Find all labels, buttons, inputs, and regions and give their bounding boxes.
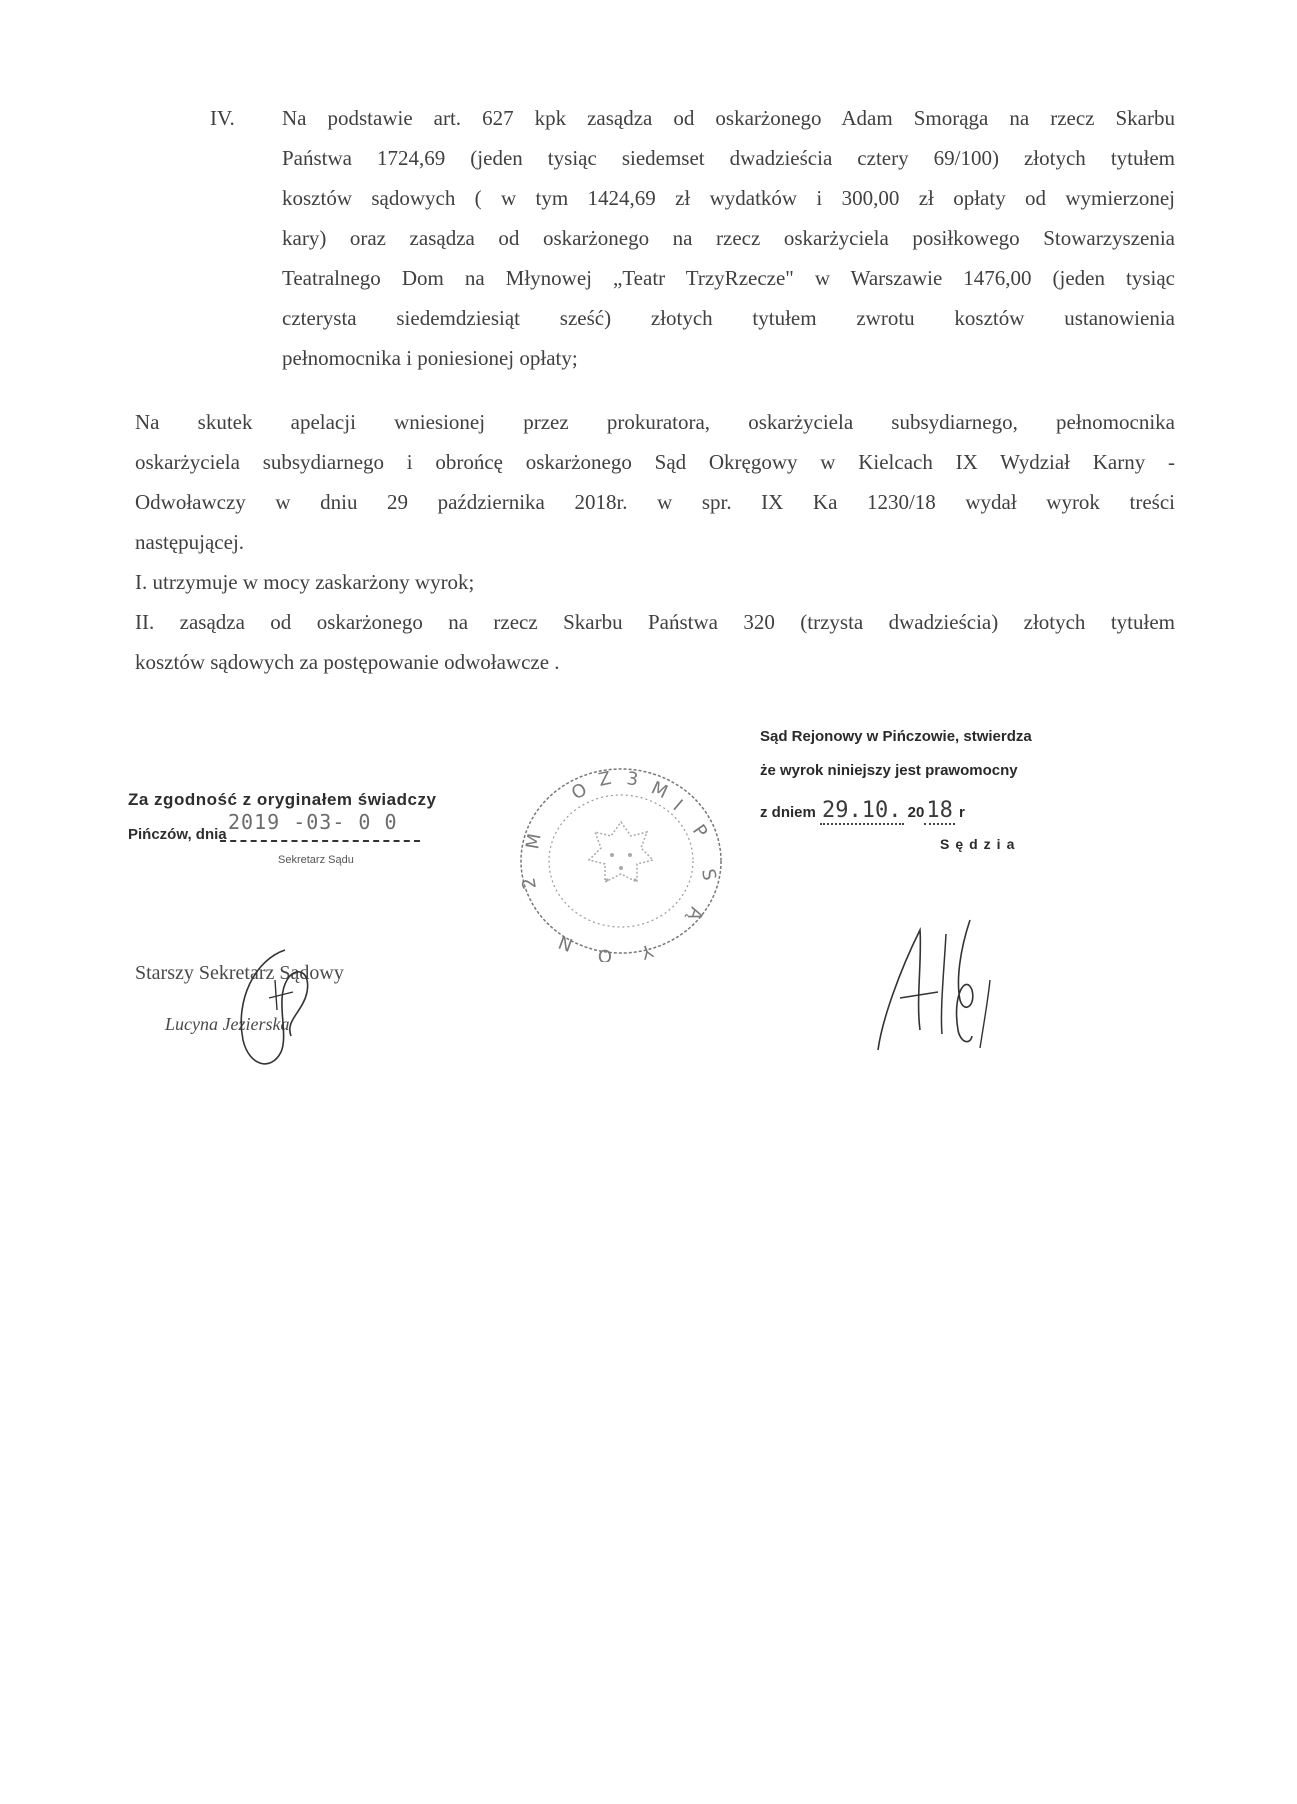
certification-stamp-date-line: [128, 810, 458, 866]
appeal-line: Odwoławczy w dniu 29 października 2018r. w spr. IX Ka 1230/18 wydał wyrok treści: [135, 490, 1175, 514]
svg-text:N: N: [555, 930, 576, 956]
finality-stamp-day-month: 29.10.: [822, 798, 902, 823]
section-iv-line: Na podstawie art. 627 kpk zasądza od oskarżonego Adam Smorąga na rzecz Skarbu: [282, 106, 1175, 130]
judge-signature: [860, 910, 1020, 1065]
finality-stamp-line3-pre: z dniem: [760, 804, 816, 821]
secretary-signature-icon: [215, 940, 325, 1080]
court-seal-icon: [512, 760, 730, 962]
svg-text:O: O: [597, 945, 612, 962]
secretary-name: Lucyna Jezierska: [165, 1014, 290, 1034]
section-iv-line: pełnomocnika i poniesionej opłaty;: [282, 346, 578, 370]
appeal-line: następującej.: [135, 530, 245, 554]
svg-text:Z: Z: [596, 767, 614, 791]
section-iv-line: kary) oraz zasądza od oskarżonego na rzecz oskarżyciela posiłkowego Stowarzyszenia: [282, 226, 1175, 250]
appeal-line: I. utrzymuje w mocy zaskarżony wyrok;: [135, 570, 475, 594]
finality-stamp-line2-pre: że wyrok: [760, 762, 824, 779]
finality-stamp-year: 18: [926, 798, 953, 823]
svg-text:S: S: [697, 867, 720, 883]
secretary-title: Starszy Sekretarz Sądowy: [135, 962, 344, 984]
section-iv-line: Państwa 1724,69 (jeden tysiąc siedemset dwadzieścia cztery 69/100) złotych tytułem: [282, 146, 1175, 170]
finality-stamp-judge-label: Sędzia: [940, 836, 1021, 852]
svg-text:Ą: Ą: [683, 904, 708, 924]
finality-stamp-line2: [760, 762, 1018, 779]
finality-stamp-line2-post: jest prawomocny: [895, 762, 1018, 779]
finality-stamp-year-prefix: 20: [907, 804, 925, 821]
section-iv-line: Teatralnego Dom na Młynowej „Teatr TrzyRzecze" w Warszawie 1476,00 (jeden tysiąc: [282, 266, 1175, 290]
section-iv-text: [282, 98, 1175, 378]
certification-stamp-place: Pińczów, dnia: [128, 826, 227, 843]
certification-stamp-heading: Za zgodność z oryginałem świadczy: [128, 790, 437, 809]
svg-text:M: M: [522, 831, 546, 851]
section-iv-number: IV.: [210, 106, 235, 130]
finality-stamp-line3-post: r: [959, 804, 965, 821]
svg-text:I: I: [668, 795, 687, 816]
section-iv-line: kosztów sądowych ( w tym 1424,69 zł wydatków i 300,00 zł opłaty od wymierzonej: [282, 186, 1175, 210]
appeal-line: oskarżyciela subsydiarnego i obrońcę oskarżonego Sąd Okręgowy w Kielcach IX Wydział Karny -: [135, 450, 1175, 474]
svg-text:P: P: [687, 820, 712, 842]
svg-text:M: M: [647, 777, 671, 804]
appeal-paragraph: [135, 402, 1175, 682]
appeal-line: Na skutek apelacji wniesionej przez prokuratora, oskarżyciela subsydiarnego, pełnomocnika: [135, 410, 1175, 434]
certification-stamp-underline: [220, 840, 420, 842]
svg-text:Y: Y: [637, 939, 656, 962]
finality-stamp-line2-handwritten: niniejszy: [827, 762, 891, 779]
section-iv-line: czterysta siedemdziesiąt sześć) złotych tytułem zwrotu kosztów ustanowienia: [282, 306, 1175, 330]
certification-stamp-date: 2019 -03- 0 0: [228, 810, 398, 834]
svg-text:O: O: [568, 779, 591, 805]
judge-signature-icon: [860, 910, 1020, 1060]
appeal-line: II. zasądza od oskarżonego na rzecz Skarbu Państwa 320 (trzysta dwadzieścia) złotych tytułem: [135, 610, 1175, 634]
finality-stamp-date-line: [760, 798, 965, 823]
finality-stamp-heading: Sąd Rejonowy w Pińczowie, stwierdza: [760, 728, 1032, 745]
court-seal: [512, 760, 730, 962]
svg-text:2: 2: [518, 875, 541, 891]
svg-text:3: 3: [625, 768, 640, 791]
certification-stamp-role: Sekretarz Sądu: [278, 854, 354, 866]
certification-stamp: [128, 790, 458, 866]
appeal-line: kosztów sądowych za postępowanie odwoławcze .: [135, 650, 560, 674]
